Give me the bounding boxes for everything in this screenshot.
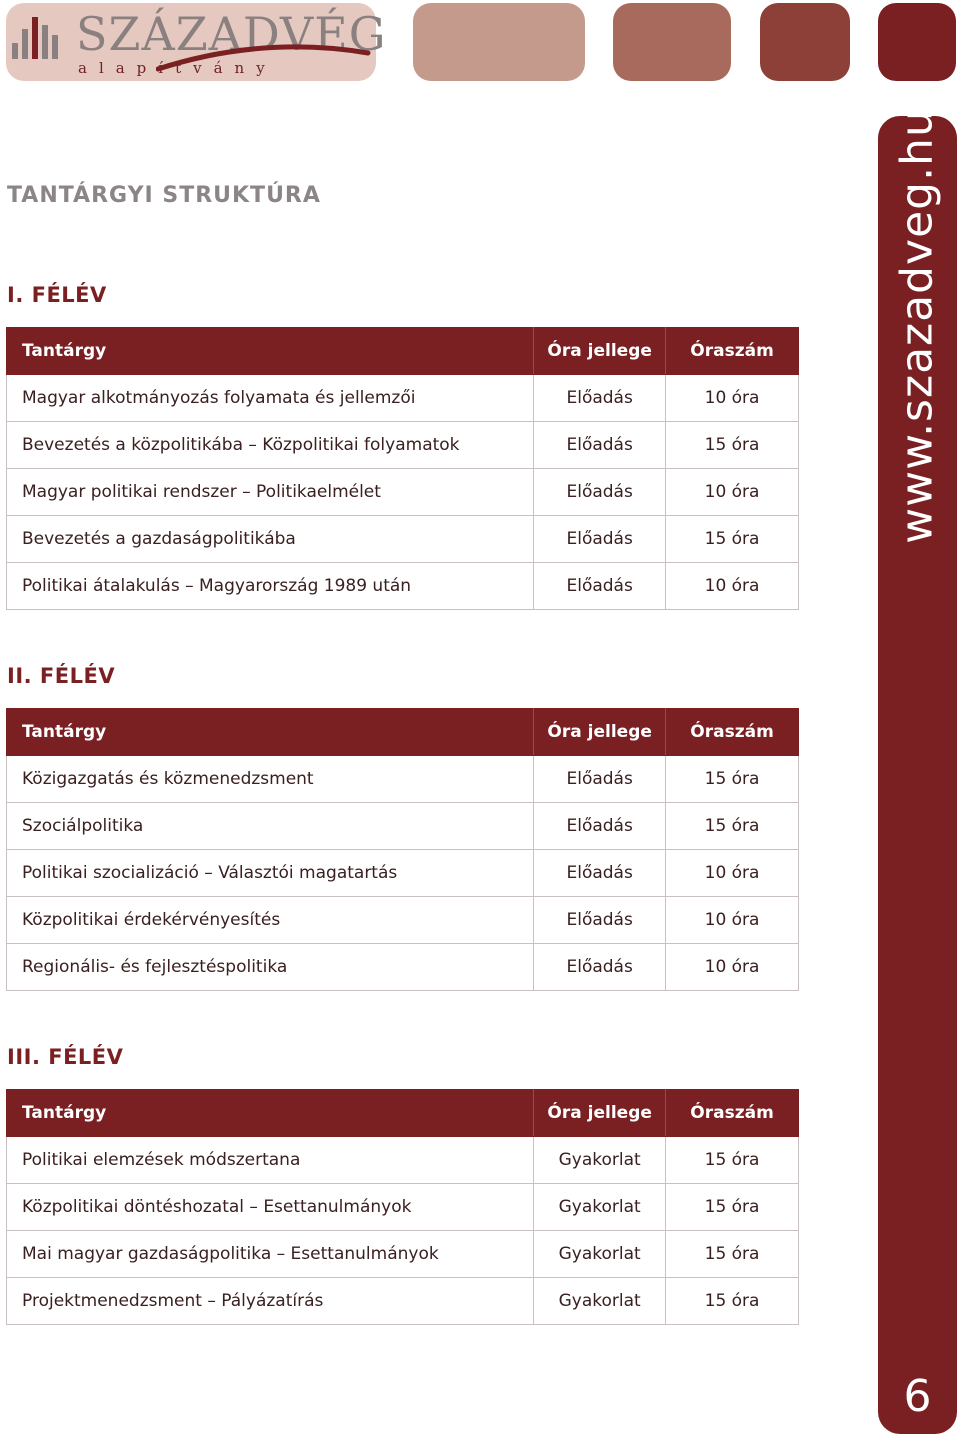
subject-cell: Közpolitikai érdekérvényesítés (7, 897, 534, 944)
subject-cell: Regionális- és fejlesztéspolitika (7, 944, 534, 991)
color-swatch (760, 3, 850, 81)
page-number: 6 (903, 1371, 932, 1422)
semester-1-title: I. FÉLÉV (7, 283, 107, 307)
website-url[interactable]: www.szazadveg.hu (891, 108, 943, 544)
type-cell: Gyakorlat (534, 1278, 666, 1325)
color-swatch (878, 3, 956, 81)
header-type: Óra jellege (534, 709, 666, 756)
hours-cell: 15 óra (666, 1231, 799, 1278)
table-row (7, 1137, 799, 1184)
type-cell: Előadás (534, 516, 666, 563)
header-type: Óra jellege (534, 328, 666, 375)
logo-title: SZÁZADVÉG (76, 7, 387, 61)
subject-cell: Politikai szocializáció – Választói magatartás (7, 850, 534, 897)
subject-cell: Bevezetés a közpolitikába – Közpolitikai folyamatok (7, 422, 534, 469)
type-cell: Előadás (534, 469, 666, 516)
semester-2-title: II. FÉLÉV (7, 664, 116, 688)
table-row (7, 944, 799, 991)
semester-3-table (6, 1089, 799, 1325)
subject-cell: Közigazgatás és közmenedzsment (7, 756, 534, 803)
table-header-row (7, 709, 799, 756)
semester-2-table (6, 708, 799, 991)
table-row (7, 897, 799, 944)
subject-cell: Szociálpolitika (7, 803, 534, 850)
color-swatch (413, 3, 585, 81)
header-hours: Óraszám (666, 1090, 799, 1137)
table-row (7, 756, 799, 803)
header-subject: Tantárgy (7, 709, 534, 756)
type-cell: Gyakorlat (534, 1137, 666, 1184)
semester-1-table (6, 327, 799, 610)
type-cell: Gyakorlat (534, 1184, 666, 1231)
header-type: Óra jellege (534, 1090, 666, 1137)
table-row (7, 516, 799, 563)
hours-cell: 15 óra (666, 1184, 799, 1231)
type-cell: Előadás (534, 850, 666, 897)
table-header-row (7, 1090, 799, 1137)
table-row (7, 375, 799, 422)
table-row (7, 1231, 799, 1278)
type-cell: Előadás (534, 375, 666, 422)
hours-cell: 15 óra (666, 516, 799, 563)
table-row (7, 850, 799, 897)
hours-cell: 10 óra (666, 897, 799, 944)
subject-cell: Mai magyar gazdaságpolitika – Esettanulmányok (7, 1231, 534, 1278)
subject-cell: Közpolitikai döntéshozatal – Esettanulmányok (7, 1184, 534, 1231)
bar-chart-logo-icon (12, 17, 60, 59)
table-header-row (7, 328, 799, 375)
subject-cell: Projektmenedzsment – Pályázatírás (7, 1278, 534, 1325)
header-hours: Óraszám (666, 709, 799, 756)
type-cell: Előadás (534, 897, 666, 944)
header-subject: Tantárgy (7, 1090, 534, 1137)
table-row (7, 803, 799, 850)
header-subject: Tantárgy (7, 328, 534, 375)
page-title: TANTÁRGYI STRUKTÚRA (7, 183, 321, 208)
logo (6, 3, 387, 81)
subject-cell: Bevezetés a gazdaságpolitikába (7, 516, 534, 563)
type-cell: Előadás (534, 756, 666, 803)
hours-cell: 10 óra (666, 850, 799, 897)
type-cell: Előadás (534, 422, 666, 469)
type-cell: Gyakorlat (534, 1231, 666, 1278)
logo-subtitle: alapítvány (78, 59, 277, 77)
hours-cell: 10 óra (666, 563, 799, 610)
hours-cell: 15 óra (666, 756, 799, 803)
side-band (878, 108, 957, 1434)
hours-cell: 15 óra (666, 803, 799, 850)
color-swatch (613, 3, 731, 81)
hours-cell: 15 óra (666, 1137, 799, 1184)
type-cell: Előadás (534, 563, 666, 610)
semester-3-title: III. FÉLÉV (7, 1045, 124, 1069)
header-hours: Óraszám (666, 328, 799, 375)
type-cell: Előadás (534, 803, 666, 850)
hours-cell: 10 óra (666, 944, 799, 991)
table-row (7, 469, 799, 516)
table-row (7, 422, 799, 469)
hours-cell: 15 óra (666, 1278, 799, 1325)
subject-cell: Magyar alkotmányozás folyamata és jellemzői (7, 375, 534, 422)
table-row (7, 1278, 799, 1325)
table-row (7, 1184, 799, 1231)
hours-cell: 10 óra (666, 375, 799, 422)
hours-cell: 15 óra (666, 422, 799, 469)
subject-cell: Politikai átalakulás – Magyarország 1989 után (7, 563, 534, 610)
hours-cell: 10 óra (666, 469, 799, 516)
table-row (7, 563, 799, 610)
subject-cell: Politikai elemzések módszertana (7, 1137, 534, 1184)
subject-cell: Magyar politikai rendszer – Politikaelmélet (7, 469, 534, 516)
type-cell: Előadás (534, 944, 666, 991)
